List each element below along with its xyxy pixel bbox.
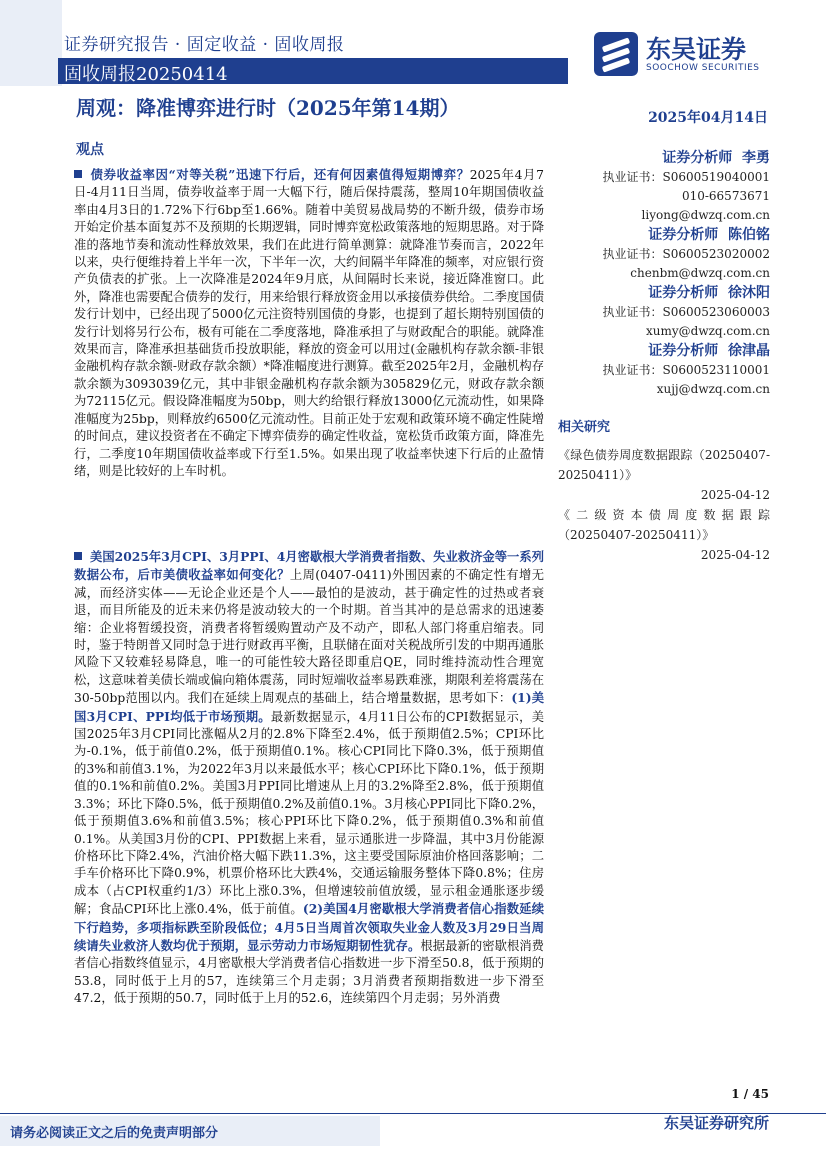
analyst-panel	[558, 148, 770, 399]
related-research-item[interactable]: 《二级资本债周度数据跟踪（20250407-20250411）》	[558, 508, 770, 542]
report-label: 固收周报20250414	[64, 64, 228, 85]
logo-text-en: SOOCHOW SECURITIES	[646, 63, 760, 73]
analyst-license: 执业证书：S0600519040001	[602, 170, 770, 184]
related-research-title: 相关研究	[558, 420, 611, 435]
logo-text-cn: 东吴证券	[646, 35, 747, 64]
related-research-date: 2025-04-12	[700, 548, 770, 562]
analyst-license: 执业证书：S0600523060003	[602, 305, 770, 319]
paragraph-2-body-1: 上周(0407-0411)外围因素的不确定性有增无减，而经济实体——无论企业还是个人——最怕的是波动，甚于确定性的过热或者衰退，而目所能及的近未来仍将是波动较大的一个时期。首当其冲的是总需求的迅速萎缩：企业将暂缓投资，消费者将暂缓购置动产及不动产，即私人部门将重启缩表。同时，鉴于特朗普又同时急于进行财政再平衡，且联储在面对关税战所引发的中期再通胀风险下又较难轻易降息，唯一的可能性较大路径即重启QE，同时维持流动性合理宽松，这意味着美债长端或偏向箱体震荡，同时短端收益率易跌难涨，期限利差将震荡在30-50bp范围以内。我们在延续上周观点的基础上，结合增量数据，思考如下：	[74, 568, 544, 706]
paragraph-1-lead: 债券收益率因“对等关税”迅速下行后，还有何因素值得短期博弈？	[90, 167, 470, 182]
bullet-icon	[74, 552, 82, 560]
footer-disclaimer-band	[0, 1116, 380, 1146]
bullet-icon	[74, 170, 82, 178]
paragraph-2	[74, 548, 544, 1008]
analyst-name: 证券分析师 徐沐阳	[648, 285, 770, 301]
analyst-email[interactable]: xumy@dwzq.com.cn	[645, 324, 770, 338]
paragraph-1	[74, 166, 544, 480]
analyst-block	[558, 225, 770, 283]
analyst-email[interactable]: liyong@dwzq.com.cn	[641, 208, 770, 222]
report-title: 周观：降准博弈进行时（2025年第14期）	[76, 96, 460, 120]
analyst-email[interactable]: chenbm@dwzq.com.cn	[630, 266, 770, 280]
report-category: 证券研究报告 · 固定收益 · 固收周报	[64, 35, 345, 55]
footer-institute: 东吴证券研究所	[663, 1114, 769, 1132]
related-research-date: 2025-04-12	[700, 488, 770, 502]
report-label-bar	[58, 58, 568, 84]
related-research-item[interactable]: 《绿色债券周度数据跟踪（20250407-20250411）》	[558, 448, 770, 482]
related-research	[558, 416, 770, 565]
analyst-name: 证券分析师 徐津晶	[648, 343, 770, 359]
paragraph-2-body-2: 最新数据显示，4月11日公布的CPI数据显示，美国2025年3月CPI同比涨幅从2月的2.8%下降至2.4%，低于预期值2.5%；CPI环比为-0.1%，低于前值0.2%，低于预期值0.1%。核心CPI同比下降0.3%，低于预期值的3%和前值3.1%，为2022年3月以来最低水平；核心CPI环比下降0.1%，低于预期值的0.1%和前值0.2%。美国3月PPI同比增速从上月的3.2%降至2.8%，低于预期值3.3%；环比下降0.5%，低于预期值0.2%及前值0.1%。3月核心PPI同比下降0.2%，低于预期值3.6%和前值3.5%；核心PPI环比下降0.2%，低于预期值0.3%和前值0.1%。从美国3月份的CPI、PPI数据上来看，显示通胀进一步降温，其中3月份能源价格环比下降2.4%，汽油价格大幅下跌11.3%，这主要受国际原油价格回落影响；二手车价格环比下降0.9%，机票价格环比大跌4%，交通运输服务整体下降0.8%；住房成本（占CPI权重约1/3）环比上涨0.3%，但增速较前值放缓，显示租金通胀逐步缓解；食品CPI环比上涨0.4%，低于前值。	[74, 709, 545, 917]
page-number: 1 / 45	[731, 1087, 769, 1101]
analyst-name: 证券分析师 李勇	[662, 150, 770, 166]
logo-mark-icon	[594, 32, 638, 76]
analyst-name: 证券分析师 陈伯铭	[648, 227, 770, 243]
paragraph-2-body-3: 根据最新的密歇根消费者信心指数终值显示，4月密歇根大学消费者信心指数进一步下滑至50.8，低于预期的53.8，同时低于上月的57，连续第三个月走弱；3月消费者预期指数进一步下滑至47.2，低于预期的50.7，同时低于上月的52.6，连续第四个月走弱；另外消费	[74, 938, 544, 1006]
paragraph-2-highlight-2: (2)美国4月密歇根大学消费者信心指数延续下行趋势，多项指标跌至阶段低位；4月5日当周首次领取失业金人数及3月29日当周续请失业救济人数均优于预期，显示劳动力市场短期韧性犹存。	[74, 901, 544, 953]
analyst-block	[558, 341, 770, 399]
analyst-email[interactable]: xujj@dwzq.com.cn	[656, 382, 770, 396]
analyst-license: 执业证书：S0600523020002	[602, 247, 770, 261]
analyst-block	[558, 283, 770, 341]
paragraph-2-lead: 美国2025年3月CPI、3月PPI、4月密歇根大学消费者指数、失业救济金等一系列数据公布，后市美债收益率如何变化？	[74, 549, 544, 583]
paragraph-2-highlight-1: (1)美国3月CPI、PPI均低于市场预期。	[74, 690, 544, 724]
report-date: 2025年04月14日	[648, 110, 768, 126]
analyst-license: 执业证书：S0600523110001	[602, 363, 770, 377]
analyst-phone: 010-66573671	[681, 189, 770, 203]
company-logo	[594, 30, 774, 80]
header-shade	[0, 0, 62, 86]
paragraph-1-body: 2025年4月7日-4月11日当周，债券收益率于周一大幅下行，随后保持震荡，整周10年期国债收益率由4月3日的1.72%下行6bp至1.66%。随着中美贸易战局势的不断升级，债券市场开始定价基本面复苏不及预期的长期逻辑，同时博弈宽松政策落地的短期思路。对于降准的落地节奏和流动性释放效果，我们在此进行简单测算：就降准节奏而言，2022年以来，央行便维持着上半年一次，下半年一次，大约间隔半年降准的频率，对应银行资产负债表的扩张。上一次降准是2024年9月底，从间隔时长来说，接近降准窗口。此外，降准也需要配合债券的发行，用来给银行释放资金用以承接债券供给。二季度国债发行计划中，已经出现了5000亿元注资特别国债的身影，也提到了超长期特别国债的发行计划将另行公布，极有可能在二季度落地，降准承担了与财政配合的职能。就降准效果而言，降准承担基础货币投放职能，释放的资金可以用过(金融机构存款余额-非银金融机构存款余额-财政存款余额）*降准幅度进行测算。截至2025年2月，金融机构存款余额为3093039亿元，其中非银金融机构存款余额为305829亿元，财政存款余额为72115亿元。假设降准幅度为50bp，则大约给银行释放13000亿元流动性，如果降准幅度为25bp，则释放约6500亿元流动性。目前正处于宏观和政策环境不确定性陡增的时间点，建议投资者在不确定下博弈债券的确定性收益，宽松货币政策方面，降准先行，二季度10年期国债收益率或下行至1.5%。如果出现了收益率快速下行后的止盈情绪，则是比较好的上车时机。	[74, 168, 544, 478]
footer-disclaimer: 请务必阅读正文之后的免责声明部分	[10, 1126, 219, 1141]
analyst-block	[558, 148, 770, 225]
section-label: 观点	[76, 142, 104, 158]
